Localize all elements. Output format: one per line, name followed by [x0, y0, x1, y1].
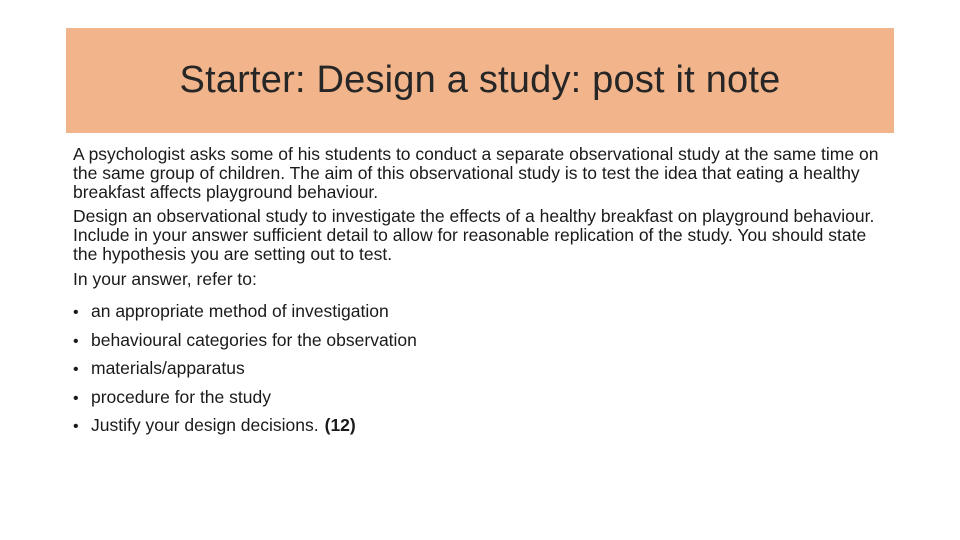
slide-title: Starter: Design a study: post it note [179, 59, 781, 101]
list-item [73, 411, 893, 440]
list-item-text: Justify your design decisions. [91, 415, 319, 435]
refer-to-intro: In your answer, refer to: [73, 269, 257, 289]
list-item [73, 326, 893, 355]
bullet-icon: • [73, 361, 79, 378]
list-item-text: an appropriate method of investigation [91, 301, 389, 321]
title-band [66, 28, 894, 133]
list-item [73, 297, 893, 326]
paragraph-aim: A psychologist asks some of his students to conduct a separate observational study at the same time on the same group of children. The aim of this observational study is to test the idea that eating a healthy breakfast affects playground behaviour. [73, 144, 879, 202]
bullet-icon: • [73, 304, 79, 321]
list-item-text: behavioural categories for the observation [91, 329, 417, 350]
list-item-text: materials/apparatus [91, 358, 245, 378]
paragraph-task: Design an observational study to investigate the effects of a healthy breakfast on playground behaviour. Include in your answer sufficient detail to allow for reasonable replication of the study. You should state the hypothesis you are setting out to test. [73, 206, 875, 264]
marks-label: (12) [324, 415, 356, 435]
slide-body [73, 145, 893, 440]
bullet-icon: • [73, 418, 79, 435]
bullet-icon: • [73, 332, 79, 350]
list-item-text: procedure for the study [91, 386, 271, 407]
list-item [73, 383, 893, 412]
bullet-icon: • [73, 389, 79, 407]
list-item [73, 354, 893, 383]
requirements-list [73, 297, 893, 440]
